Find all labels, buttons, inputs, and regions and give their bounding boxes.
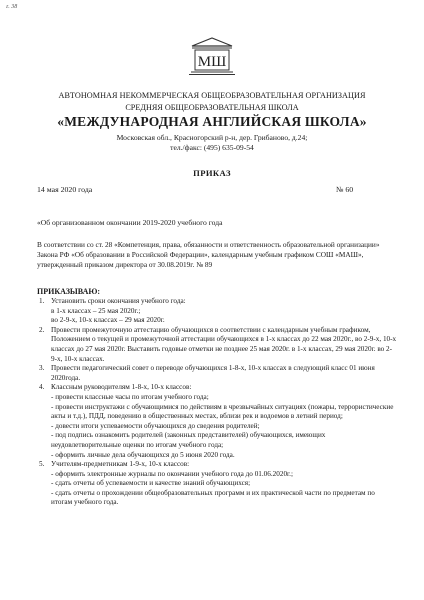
logo-letters: МШ [197,54,227,70]
order-item-number: 5. [39,460,45,469]
order-item-line: Классным руководителям 1-8-х, 10-х классов: [51,383,192,392]
order-item-line: - под подпись ознакомить родителей (законных представителей) обучающихся, имеющих неудовлетворительные оценки по итогам учебного года; [51,431,326,449]
order-item-line: - довести итоги успеваемости обучающихся до сведения родителей; [51,421,260,430]
school-logo-icon [188,36,236,76]
order-item-line: - провести классные часы по итогам учебного года; [51,392,209,401]
order-item-line: - сдать отчеты об успеваемости и качестве знаний обучающихся; [51,479,251,488]
order-item-line: Провести промежуточную аттестацию обучающихся в соответствии с календарным учебным графиком, Положением о текущей и промежуточной аттестации обучающихся в 1-х классах до 22 мая 2020г., во 2-9-х, 10-х классах до 27 мая 2020г. Выставить годовые отметки не позднее 25 мая 2020г. в 1-х классах, 29 мая 2020г. во 2-9-х, 10-х классах. [51,325,397,363]
order-item-line: Учителям-предметникам 1-9-х, 10-х классов: [51,460,190,469]
order-item [37,383,397,460]
order-item-number: 1. [39,297,45,305]
school-name: «МЕЖДУНАРОДНАЯ АНГЛИЙСКАЯ ШКОЛА» [57,114,367,129]
order-item-line: - оформить личные дела обучающихся до 5 июня 2020 года. [51,450,235,459]
corner-note: г. 38 [6,4,18,10]
school-address: Московская обл., Красногорский р-н, дер. Грибаново, д.24; [116,133,308,142]
order-item-line: Установить сроки окончания учебного года: [51,297,186,305]
order-item [37,460,397,508]
order-item-line: во 2-9-х, 10-х классах – 29 мая 2020г. [51,316,165,325]
document-number: № 60 [336,185,354,194]
order-item-line: - сдать отчеты о прохождении общеобразовательных программ и их практической части по предметам по итогам учебного года. [51,488,375,507]
order-item-line: - оформить электронные журналы по окончании учебного года до 01.06.2020г.; [51,469,293,478]
order-item-number: 4. [39,383,45,392]
document-title: ПРИКАЗ [193,168,231,178]
org-line-2: СРЕДНЯЯ ОБЩЕОБРАЗОВАТЕЛЬНАЯ ШКОЛА [125,103,299,112]
order-item-number: 2. [39,325,45,334]
order-item [37,297,397,326]
order-item-line: - провести инструктажи с обучающимися по действиям в чрезвычайных ситуациях (пожары, террористические акты и т.д.), ПДД, поведению в общественных местах, вблизи рек и водоемов в летний период; [51,402,394,421]
order-item-number: 3. [39,364,45,373]
document-subject: «Об организованном окончании 2019-2020 учебного года [37,218,223,227]
document-date: 14 мая 2020 года [37,185,93,194]
org-line-1: АВТОНОМНАЯ НЕКОММЕРЧЕСКАЯ ОБЩЕОБРАЗОВАТЕЛЬНАЯ ОРГАНИЗАЦИЯ [58,91,366,100]
order-item [37,326,397,364]
school-phone: тел./факс: (495) 635-09-54 [170,143,254,152]
order-item-line: в 1-х классах – 25 мая 2020г.; [51,306,141,315]
order-item-line: Провести педагогический совет о переводе обучающихся 1-8-х, 10-х классах в следующий класс 01 июня 2020года. [51,364,375,382]
order-item [37,364,397,383]
order-heading: ПРИКАЗЫВАЮ: [37,287,101,296]
document-basis: В соответствии со ст. 28 «Компетенция, права, обязанности и ответственность образовательной организации» Закона РФ «Об образовании в Российской Федерации», календарным учебным графиком СОШ «МАШ», утвержденный приказом директора от 30.08.2019г. № 89 [37,240,380,270]
order-items-list [37,297,397,508]
